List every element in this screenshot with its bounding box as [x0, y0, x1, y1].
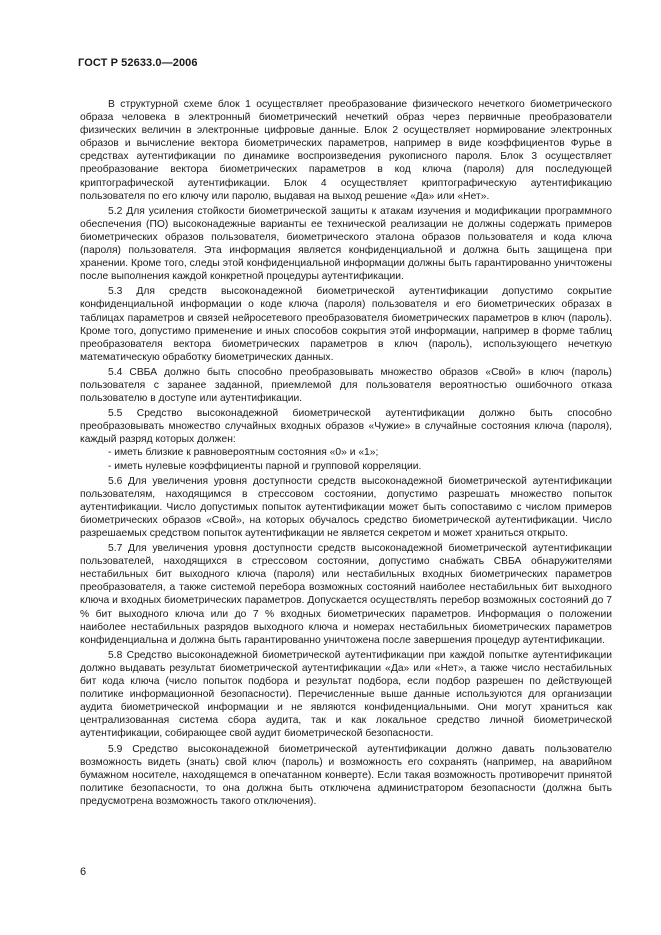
page-number: 6 — [80, 866, 87, 878]
list-item: - иметь нулевые коэффициенты парной и групповой корреляции. — [108, 460, 422, 472]
paragraph-5-8: 5.8 Средство высоконадежной биометрической аутентификации при каждой попытке аутентификации должно выдавать результат биометрической аутентификации «Да» или «Нет», а также число нестабильных бит кода ключа (число попыток подбора и результат подбора, если подбор разрешен по действующей политике информационной безопасности). Перечисленные выше данные используются для организации аудита биометрической информации и не являются конфиденциальными. Они могут храниться как централизованная система сбора аудита, так и как локальное средство личной биометрической аутентификации, собирающее свой аудит биометрической безопасности. — [80, 649, 612, 740]
paragraph-5-9: 5.9 Средство высоконадежной биометрической аутентификации должно давать пользователю возможность видеть (знать) свой ключ (пароль) и возможность его сохранять (например, на аварийном бумажном носителе, находящемся в опечатанном конверте). Если такая возможность противоречит принятой политике безопасности, то она должна быть отключена администратором безопасности (должна быть предусмотрена возможность такого отключения). — [80, 743, 612, 807]
list-item: - иметь близкие к равновероятным состояния «0» и «1»; — [108, 447, 379, 459]
paragraph-5-7: 5.7 Для увеличения уровня доступности средств высоконадежной биометрической аутентификации пользователей, находящихся в стрессовом состоянии, допустимо снабжать СВБА обнаружителями нестабильных бит выходного ключа (пароля) или нестабильных входных биометрических параметров преобразователя, а также системой перебора возможных состояний наиболее нестабильных бит выходного ключа и входных биометрических параметров. Допускается осуществлять перебор возможных состояний до 7 % бит выходного ключа или до 7 % входных биометрических параметров. Информация о положении наиболее нестабильных разрядов выходного ключа и номерах нестабильных биометрических параметров конфиденциальна и должна быть гарантированно уничтожена после завершения процедур аутентификации. — [80, 543, 612, 646]
paragraph-5-3: 5.3 Для средств высоконадежной биометрической аутентификации допустимо сокрытие конфиденциальной информации о коде ключа (пароля) пользователя и его биометрических образах в таблицах параметров и связей нейросетевого преобразователя биометрических параметров в ключ (пароль). Кроме того, допустимо применение и иных способов сокрытия этой информации, например в форме таблиц преобразователя вектора биометрических параметров в ключ (пароль), использующего нечеткую математическую обработку биометрических данных. — [80, 286, 612, 363]
standard-header: ГОСТ Р 52633.0—2006 — [78, 57, 198, 69]
document-body — [80, 98, 612, 810]
paragraph-block-scheme: В структурной схеме блок 1 осуществляет преобразование физического нечеткого биометрического образа человека в электронный биометрический нечеткий образ через первичные преобразователи физических величин в электронные цифровые данные. Блок 2 осуществляет нормирование электронных образов и вычисление вектора биометрических параметров, например в виде коэффициентов Фурье в средствах аутентификации по динамике воспроизведения рукописного пароля. Блок 3 осуществляет преобразование вектора биометрических параметров в код ключа (пароля) для последующей криптографической аутентификации. Блок 4 осуществляет криптографическую аутентификацию пользователя по его ключу или паролю, выдавая на выход решение «Да» или «Нет». — [80, 99, 612, 202]
paragraph-5-6: 5.6 Для увеличения уровня доступности средств высоконадежной биометрической аутентификации пользователям, находящимся в стрессовом состоянии, допустимо разрешать множество попыток аутентификации. Число допустимых попыток аутентификации может быть сопоставимо с числом примеров биометрических образов «Свой», на которых обучалось средство биометрической аутентификации. Число разрешаемых средством попыток аутентификации не является секретом и может храниться открыто. — [80, 475, 612, 539]
paragraph-5-4: 5.4 СВБА должно быть способно преобразовывать множество образов «Свой» в ключ (пароль) пользователя с заранее заданной, приемлемой для пользователя вероятностью ошибочного отказа пользователю в доступе или аутентификации. — [80, 366, 612, 405]
paragraph-5-5: 5.5 Средство высоконадежной биометрической аутентификации должно быть способно преобразовывать множество случайных входных образов «Чужие» в случайные состояния ключа (пароля), каждый разряд которых должен: — [80, 408, 612, 446]
paragraph-5-2: 5.2 Для усиления стойкости биометрической защиты к атакам изучения и модификации программного обеспечения (ПО) высоконадежные варианты ее технической реализации не должны содержать примеров биометрических образов пользователя, биометрического эталона образов пользователя и кода ключа (пароля) пользователя. Эта информация является конфиденциальной и должна быть защищена при хранении. Кроме того, следы этой конфиденциальной информации должны быть гарантированно уничтожены после выполнения каждой конкретной процедуры аутентификации. — [80, 205, 612, 283]
